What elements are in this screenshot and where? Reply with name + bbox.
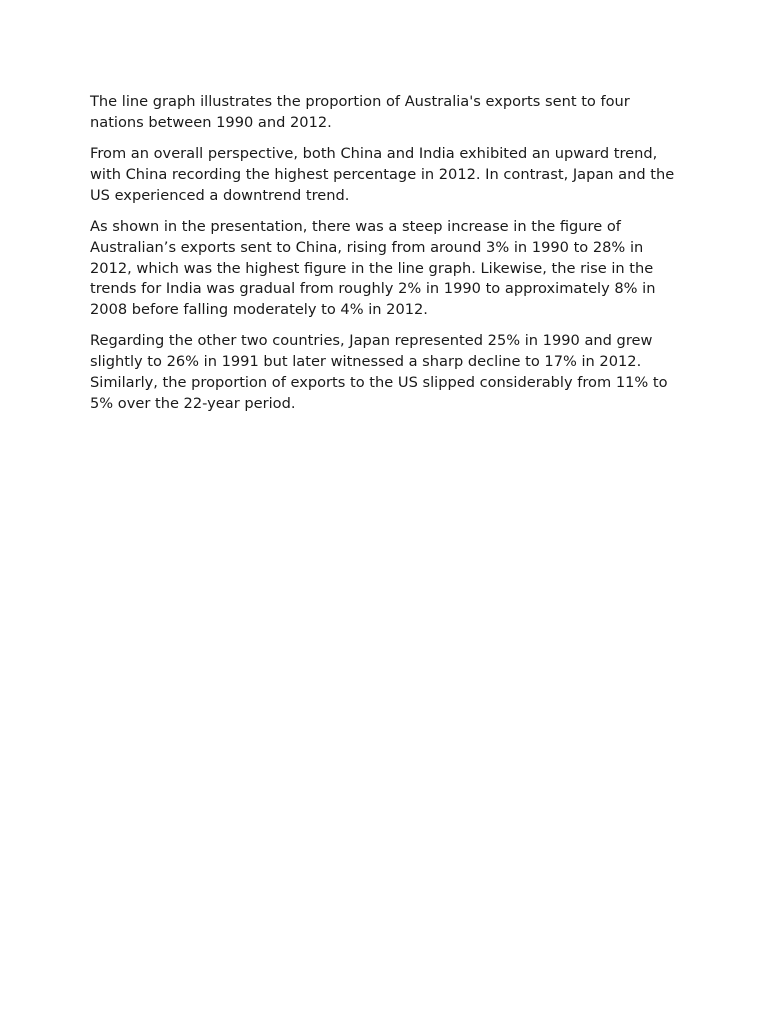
paragraph-china-india: As shown in the presentation, there was a steep increase in the figure of Australian’s exports sent to China, rising from around 3% in 1990 to 28% in 2012, which was the highest figure in the line graph. Likewise, the rise in the trends for India was gradual from roughly 2% in 1990 to approximately 8% in 2008 before falling moderately to 4% in 2012.: [90, 217, 656, 319]
paragraph-japan-us: Regarding the other two countries, Japan represented 25% in 1990 and grew slightly to 26% in 1991 but later witnessed a sharp decline to 17% in 2012. Similarly, the proportion of exports to the US slipped considerably from 11% to 5% over the 22-year period.: [90, 332, 668, 412]
paragraph-overview: From an overall perspective, both China and India exhibited an upward trend, with China recording the highest percentage in 2012. In contrast, Japan and the US experienced a downtrend trend.: [90, 145, 675, 204]
paragraph-introduction: The line graph illustrates the proportion of Australia's exports sent to four nations between 1990 and 2012.: [90, 93, 630, 131]
document-body: [90, 92, 682, 425]
